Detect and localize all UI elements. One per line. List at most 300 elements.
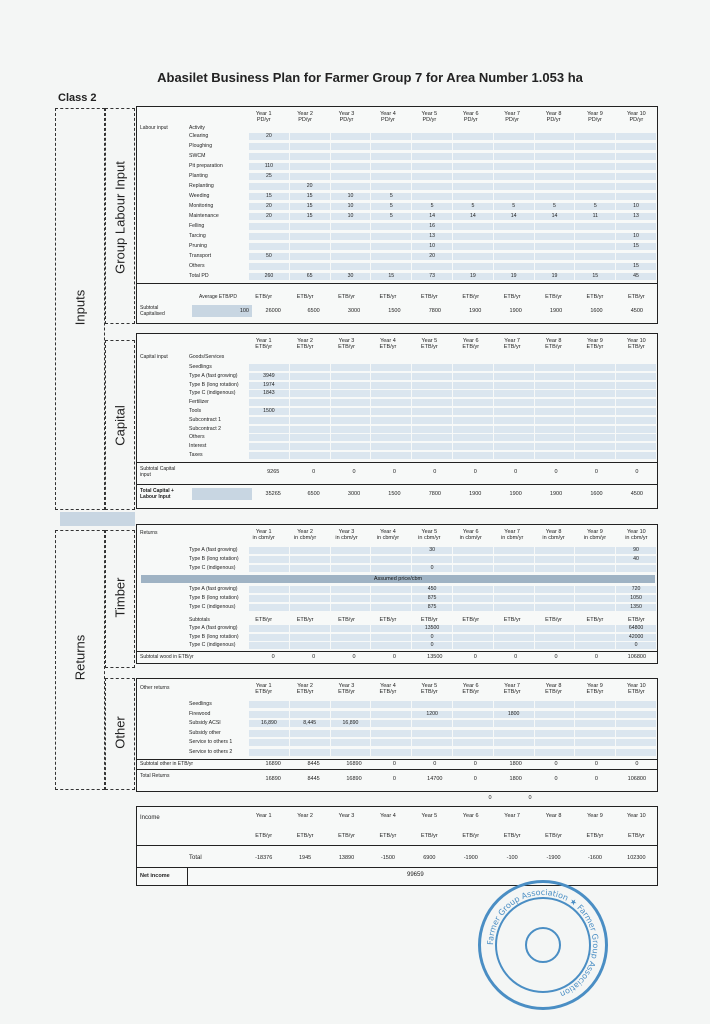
cell [331,452,372,459]
labour-row [187,263,657,270]
capital-table [136,333,658,509]
cell [616,711,657,718]
sum-cell: 8445 [307,761,320,767]
cell [371,642,412,649]
other-year-header [243,683,657,695]
year-header: Year 10 in cbm/yr [625,529,648,541]
cell [290,243,331,250]
income-year-header [243,813,657,819]
cell [371,263,412,270]
cell [453,183,494,190]
cell: 20 [249,213,290,220]
cell [575,263,616,270]
cell [249,243,290,250]
cell [331,642,372,649]
cell [453,642,494,649]
cell: 15 [575,273,616,280]
cell [453,452,494,459]
sum-cell: 0 [352,654,356,660]
cell [453,143,494,150]
cell [371,443,412,450]
capital-year-header [243,338,657,350]
year-header: Year 2 ETB/yr [296,683,314,695]
labour-row [187,243,657,250]
cell [535,586,576,593]
year-header: Year 1 in cbm/yr [252,529,275,541]
cell [535,434,576,441]
cell [453,556,494,563]
cell [575,701,616,708]
cell [494,408,535,415]
cell: 0 [412,642,453,649]
etb-unit: ETB/yr [338,294,355,300]
cell [535,595,576,602]
cell: 20 [412,253,453,260]
sum-cell: 0 [594,469,598,475]
cell: 50 [249,253,290,260]
sum-cell: -1900 [546,855,561,861]
labour-col1: Labour input [140,125,168,131]
capital-row [187,452,657,459]
cell [453,253,494,260]
cell: 1200 [412,711,453,718]
capital-total-row [253,491,657,497]
year-header: Year 4 [380,813,396,819]
cell [371,143,412,150]
cell [331,739,372,746]
cell [331,390,372,397]
row-cells [249,711,657,718]
cell [290,253,331,260]
cell [494,373,535,380]
row-cells [249,730,657,737]
row-label: Type A (fast growing) [189,372,238,379]
cell [575,133,616,140]
sum-cell: 0 [514,654,518,660]
cell [494,434,535,441]
cell [453,417,494,424]
year-header: Year 9 ETB/yr [586,683,604,695]
row-label: Felling [189,223,205,229]
cell [331,233,372,240]
cell [575,426,616,433]
cell: 260 [249,273,290,280]
cell [249,701,290,708]
cell [290,399,331,406]
cell [331,595,372,602]
timber-subtotal-row [253,654,657,660]
capital-col2: Goods/Services [189,354,225,360]
row-label: Transport [189,253,212,259]
sum-cell: -1900 [463,855,478,861]
sum-cell: 0 [473,776,477,782]
cell [290,408,331,415]
cell [453,434,494,441]
cell [371,730,412,737]
sum-cell: 1900 [469,491,482,497]
cell [616,390,657,397]
cell [412,739,453,746]
row-cells [249,443,657,450]
cell [371,399,412,406]
cell [412,399,453,406]
row-cells [249,223,657,230]
returns-label: Returns [72,634,88,681]
year-header: ETB/yr [338,833,355,839]
timber-col1: Returns [140,530,158,536]
row-label: Type A (fast growing) [189,625,238,631]
year-header: Year 3 ETB/yr [338,683,355,695]
cell [290,547,331,554]
labour-subtotal-row [253,308,657,314]
cell: 15 [290,203,331,210]
year-header: Year 9 PD/yr [587,111,603,123]
sum-cell: 1900 [509,491,522,497]
year-header: Year 4 PD/yr [380,111,396,123]
cell [249,711,290,718]
row-cells [249,203,657,210]
timber-table [136,524,658,664]
cell [371,720,412,727]
cell [371,426,412,433]
timber-year-header [243,529,657,541]
cell [412,193,453,200]
cell [412,133,453,140]
cell [331,426,372,433]
cell [290,556,331,563]
year-header: Year 10 ETB/yr [626,683,646,695]
cell [616,565,657,572]
cell [535,163,576,170]
cell [290,565,331,572]
cell [249,604,290,611]
sum-cell: 3000 [347,308,361,314]
cell [453,153,494,160]
cell [575,399,616,406]
cell [616,382,657,389]
page-title: Abasilet Business Plan for Farmer Group 7 for Area Number 1.053 ha [157,70,583,85]
cell [371,390,412,397]
cell [616,163,657,170]
cell [290,634,331,641]
sum-cell: 0 [554,654,558,660]
year-header: Year 3 [338,813,355,819]
cell: 3949 [249,373,290,380]
cell [616,223,657,230]
section-divider [60,512,135,526]
other-col1: Other returns [140,685,170,691]
year-header: ETB/yr [503,833,521,839]
other-total-divider [137,769,657,770]
cell [575,408,616,415]
cell [331,373,372,380]
sum-cell: 14700 [427,776,443,782]
sum-cell: 1900 [549,491,563,497]
sum-cell: 0 [392,654,396,660]
cell [575,720,616,727]
cell: 1050 [616,595,657,602]
cell [412,263,453,270]
capital-row [187,364,657,371]
cell [331,586,372,593]
cell [494,547,535,554]
sum-cell: 4500 [630,308,643,314]
cell [371,163,412,170]
cell [290,595,331,602]
labour-row [187,213,657,220]
etb-unit: ETB/yr [627,294,645,300]
cell [331,749,372,756]
year-header: Year 6 ETB/yr [462,338,480,350]
sum-cell: 26000 [265,308,281,314]
row-label: Fertilizer [189,399,209,406]
row-label: Pit preparation [189,163,223,169]
row-cells [249,193,657,200]
cell [412,417,453,424]
cell [494,193,535,200]
cell [494,382,535,389]
cell [535,263,576,270]
cell: 16 [412,223,453,230]
row-cells [249,143,657,150]
sum-cell: 16890 [265,776,281,782]
capital-label: Capital [112,405,128,446]
row-label: Type B (long rotation) [189,595,239,601]
stamp-ring-text [481,883,605,1007]
cell [575,730,616,737]
cell [575,625,616,632]
cell: 8,445 [290,720,331,727]
year-header: Year 5 ETB/yr [420,338,438,350]
cell [453,565,494,572]
cell [494,749,535,756]
cell [453,749,494,756]
cell [494,153,535,160]
cell [453,739,494,746]
cell [331,243,372,250]
income-total-row [243,855,657,861]
cell: 5 [371,193,412,200]
year-header: Year 5 PD/yr [421,111,438,123]
cell [535,556,576,563]
cell [494,426,535,433]
cell [616,739,657,746]
year-header: Year 6 [462,813,479,819]
cell [249,565,290,572]
cell [290,153,331,160]
cell [453,364,494,371]
year-header: Year 10 [626,813,646,819]
other-table [136,678,658,792]
cell [453,133,494,140]
sum-cell: 13500 [427,654,443,660]
cell [575,143,616,150]
year-header: Year 9 in cbm/yr [583,529,607,541]
cell [331,153,372,160]
cell [371,547,412,554]
timber-etb-row [187,642,657,649]
cell [494,730,535,737]
sum-cell: 0 [554,776,558,782]
capital-subtotal-row [253,469,657,475]
cell [535,711,576,718]
cell [371,153,412,160]
row-label: Maintenance [189,213,219,219]
cell [535,390,576,397]
row-cells [249,390,657,397]
cell [371,556,412,563]
cell [331,173,372,180]
sum-cell: 9265 [267,469,280,475]
year-header: Year 5 [421,813,438,819]
sum-cell: 1900 [469,308,482,314]
cell [331,634,372,641]
cell [249,634,290,641]
cell [290,604,331,611]
cell [371,382,412,389]
cell: 0 [616,642,657,649]
row-label: Planting [189,173,208,179]
cell [371,586,412,593]
timber-row [187,556,657,563]
labour-sum-divider [137,283,657,284]
row-label: Type C (indigenous) [189,390,236,397]
cell [575,390,616,397]
row-cells [249,133,657,140]
row-label: Type B (long rotation) [189,633,239,640]
cell [331,382,372,389]
cell [535,382,576,389]
capital-row [187,408,657,415]
cell [616,749,657,756]
year-header: ETB/yr [255,617,273,623]
row-label: Taxes [189,452,203,458]
income-total-label: Total [189,855,202,861]
cell [535,547,576,554]
cell: 42000 [616,634,657,641]
cell [453,634,494,641]
labour-row [187,173,657,180]
etb-unit: ETB/yr [586,294,604,300]
cell: 10 [616,203,657,210]
cell [535,565,576,572]
year-header: Year 1 [255,813,272,819]
cell [290,143,331,150]
timber-etb-row [187,625,657,632]
cell [249,586,290,593]
row-cells [249,417,657,424]
cell [575,223,616,230]
labour-row [187,223,657,230]
cell [290,434,331,441]
cell [290,586,331,593]
cell [616,193,657,200]
cell: 5 [575,203,616,210]
cell: 90 [616,547,657,554]
cell [249,452,290,459]
cell [616,153,657,160]
cell [371,711,412,718]
sum-cell: 7800 [428,308,441,314]
cell [331,556,372,563]
cell [331,408,372,415]
sum-cell: 13890 [338,855,355,861]
income-table [136,806,658,886]
sum-cell: 16890 [265,761,281,767]
cell [412,443,453,450]
cell [494,625,535,632]
cell [494,183,535,190]
year-header: Year 2 [297,813,313,819]
cell: 5 [535,203,576,210]
cell [494,223,535,230]
capital-subtotal-label: Subtotal Capital input [140,466,176,478]
year-header: ETB/yr [627,617,645,623]
cell [575,634,616,641]
cell [331,711,372,718]
cell [494,173,535,180]
sum-cell: 1600 [590,308,603,314]
sum-cell: 0 [554,469,558,475]
year-header: Year 3 PD/yr [338,111,355,123]
labour-row [187,153,657,160]
row-label: Service to others 1 [189,739,233,745]
year-header: Year 4 in cbm/yr [376,529,400,541]
sum-cell: 0 [594,654,598,660]
row-cells [249,382,657,389]
row-label: Type C (indigenous) [189,642,236,648]
cell: 11 [575,213,616,220]
cell [412,556,453,563]
cell: 5 [494,203,535,210]
labour-row [187,273,657,280]
row-cells [249,604,657,611]
year-header: Year 3 ETB/yr [338,338,355,350]
cell: 1800 [494,711,535,718]
net-income-label: Net income [140,873,170,879]
year-header: Year 7 in cbm/yr [500,529,524,541]
cell [290,625,331,632]
year-header: Year 5 ETB/yr [420,683,438,695]
cell [575,604,616,611]
cell [371,604,412,611]
cell: 73 [412,273,453,280]
cell [535,720,576,727]
sum-cell: 0 [473,761,477,767]
cell [575,253,616,260]
cell [453,173,494,180]
below-value: 0 [528,795,532,801]
other-row [187,749,657,756]
capital-row [187,417,657,424]
sum-cell: 8445 [307,776,320,782]
below-value: 0 [488,795,492,801]
sum-cell: 0 [392,776,396,782]
row-cells [249,364,657,371]
cell [290,443,331,450]
row-cells [249,701,657,708]
year-header: ETB/yr [586,617,604,623]
sum-cell: 1600 [590,491,603,497]
cell [535,642,576,649]
cell [371,243,412,250]
cell [535,183,576,190]
cell [453,382,494,389]
labour-row [187,163,657,170]
year-header: ETB/yr [462,833,480,839]
below-values [470,795,550,801]
cell [249,642,290,649]
